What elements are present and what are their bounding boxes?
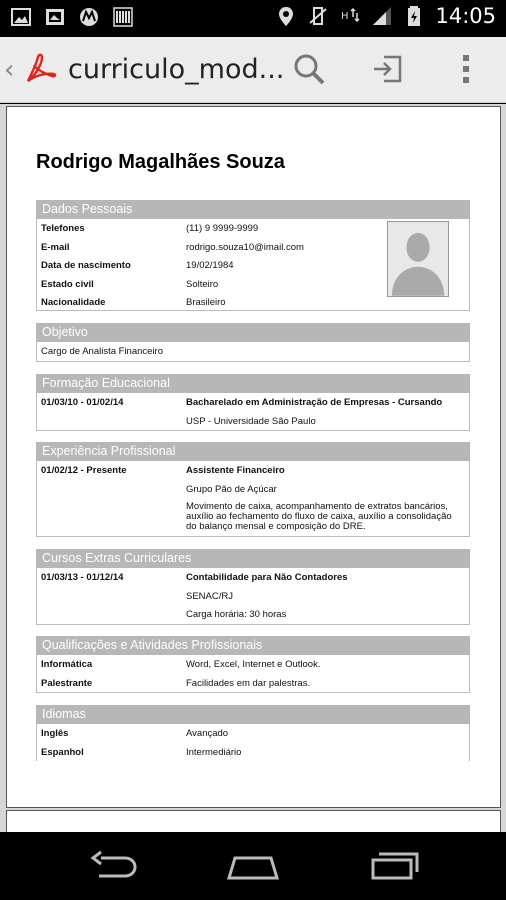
status-bar (0, 0, 506, 37)
section-heading: Experiência Profissional (36, 442, 470, 461)
recent-apps-icon[interactable] (367, 850, 423, 882)
search-icon[interactable] (291, 51, 327, 87)
vibrate-icon (307, 5, 329, 27)
degree: Bacharelado em Administração de Empresas - Cursando (186, 397, 443, 408)
skill-row: Informática Word, Excel, Internet e Outlook. (41, 659, 321, 670)
gallery-icon (10, 6, 32, 28)
overflow-menu-icon[interactable] (448, 51, 484, 87)
pdf-page (7, 107, 500, 807)
navigation-bar (0, 832, 506, 900)
svg-text:H: H (341, 11, 349, 22)
battery-icon (403, 5, 425, 27)
signal-icon (371, 5, 393, 27)
pdf-page-next (7, 811, 500, 832)
period: 01/03/13 - 01/12/14 (41, 572, 124, 583)
document-title: curriculo_mod... (68, 54, 285, 85)
section-heading: Formação Educacional (36, 374, 470, 393)
course-title: Contabilidade para Não Contadores (186, 572, 348, 583)
language-row: Espanhol Intermediário (41, 746, 242, 758)
back-icon[interactable] (85, 850, 141, 882)
section-education (36, 374, 470, 431)
document-viewer[interactable] (0, 104, 506, 832)
skill-row: Palestrante Facilidades em dar palestras. (41, 677, 311, 689)
photo-icon (44, 6, 66, 28)
data-icon (339, 5, 361, 27)
info-row: Estado civil Solteiro (41, 278, 219, 290)
section-heading: Cursos Extras Curriculares (36, 549, 470, 568)
section-heading: Dados Pessoais (36, 200, 470, 219)
motorola-icon (78, 6, 100, 28)
section-experience (36, 442, 470, 537)
section-heading: Qualificações e Atividades Profissionais (36, 636, 470, 655)
objective-text: Cargo de Analista Financeiro (41, 346, 163, 357)
barcode-icon (112, 6, 134, 28)
institution: USP - Universidade São Paulo (186, 415, 316, 427)
resume-name: Rodrigo Magalhães Souza (36, 151, 285, 173)
up-chevron-icon[interactable]: ‹ (4, 55, 15, 85)
action-bar (0, 37, 506, 103)
acrobat-logo-icon[interactable] (22, 51, 58, 87)
job-description: Movimento de caixa, acompanhamento de extratos bancários, auxílio ao fechamento do fluxo de caixa, auxílio a consolidação do balanço mensal e composição do DRE. (186, 501, 452, 532)
info-row: Data de nascimento 19/02/1984 (41, 260, 234, 271)
section-skills (36, 636, 470, 693)
profile-photo-placeholder (387, 221, 449, 297)
info-row: E-mail rodrigo.souza10@imail.com (41, 241, 304, 253)
clock: 14:05 (435, 4, 496, 28)
course-hours: Carga horária: 30 horas (186, 609, 287, 620)
section-heading: Objetivo (36, 323, 470, 342)
info-row: Nacionalidade Brasileiro (41, 297, 226, 308)
section-heading: Idiomas (36, 705, 470, 724)
period: 01/03/10 - 01/02/14 (41, 397, 124, 408)
location-icon (275, 5, 297, 27)
job-title: Assistente Financeiro (186, 465, 285, 476)
institution: SENAC/RJ (186, 590, 233, 602)
section-personal (36, 200, 470, 311)
period: 01/02/12 - Presente (41, 465, 127, 476)
language-row: Inglês Avançado (41, 728, 229, 739)
export-icon[interactable] (370, 51, 406, 87)
home-icon[interactable] (225, 850, 281, 882)
section-objective (36, 323, 470, 362)
company: Grupo Pão de Açúcar (186, 483, 277, 495)
section-courses (36, 549, 470, 625)
info-row: Telefones (11) 9 9999-9999 (41, 223, 259, 234)
section-languages (36, 705, 470, 761)
